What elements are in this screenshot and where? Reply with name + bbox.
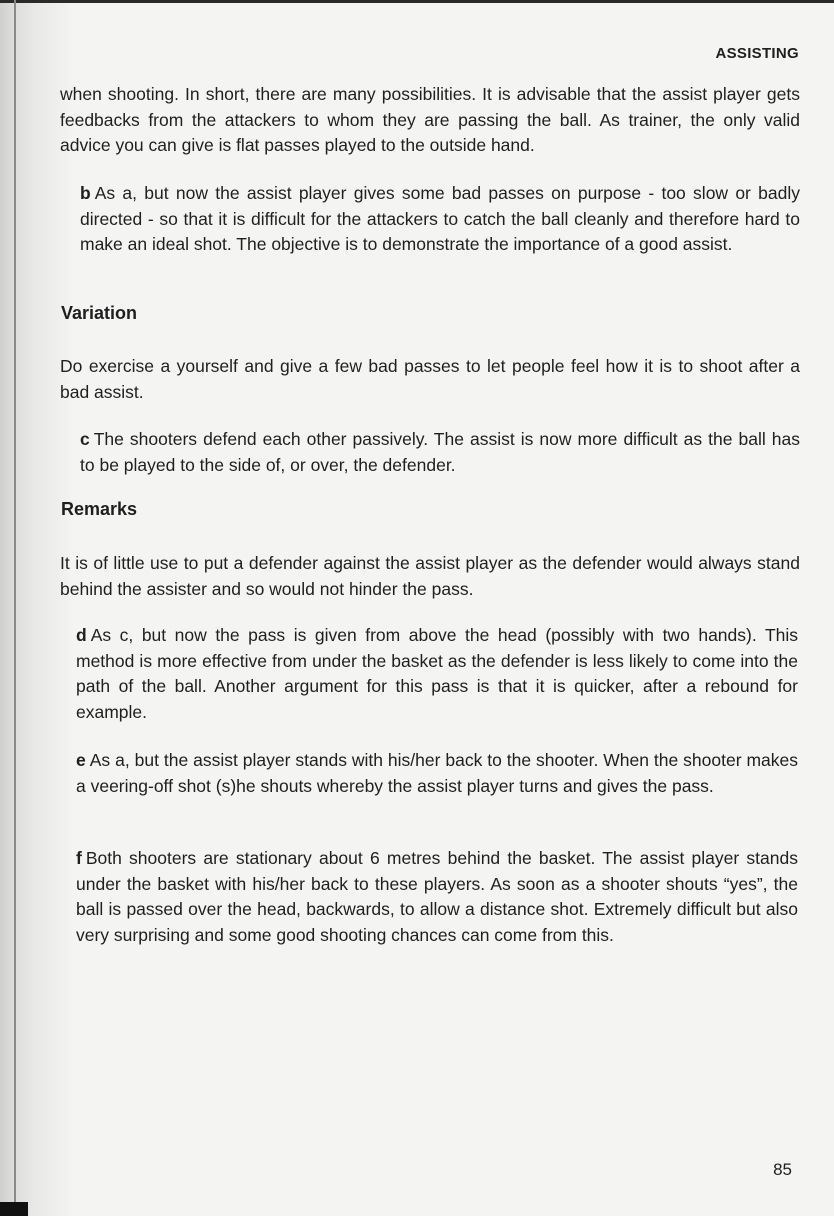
item-d-text: As c, but now the pass is given from above the head (possibly with two hands). This method is more effective from under the basket as the defender is less likely to come into the path of the ball. Another argument for this pass is that it is quicker, after a rebound for example. (76, 625, 798, 722)
variation-heading: Variation (61, 303, 138, 323)
item-f-text: Both shooters are stationary about 6 metres behind the basket. The assist player stands under the basket with his/her back to these players. As soon as a shooter shouts “yes”, the ball is passed over the head, backwards, to allow a distance shot. Extremely difficult but also very surprising and some good shooting chances can come from this. (76, 848, 798, 945)
remarks-paragraph: It is of little use to put a defender against the assist player as the defender would always stand behind the assister and so would not hinder the pass. (60, 553, 800, 599)
item-f-letter: f (76, 848, 82, 868)
item-e-letter: e (76, 750, 86, 770)
page-corner-mark (0, 1202, 28, 1216)
variation-paragraph: Do exercise a yourself and give a few bad passes to let people feel how it is to shoot after a bad assist. (60, 356, 800, 402)
item-e-text: As a, but the assist player stands with his/her back to the shooter. When the shooter makes a veering-off shot (s)he shouts whereby the assist player turns and gives the pass. (76, 750, 798, 796)
item-c-paragraph (80, 427, 800, 478)
item-b-paragraph (80, 181, 800, 258)
running-head: ASSISTING (715, 45, 799, 62)
intro-paragraph: when shooting. In short, there are many possibilities. It is advisable that the assist player gets feedbacks from the attackers to whom they are passing the ball. As trainer, the only valid advice you can give is flat passes played to the outside hand. (60, 84, 800, 155)
page-number: 85 (773, 1160, 792, 1179)
page-top-edge (0, 0, 834, 3)
item-f-paragraph (76, 846, 798, 948)
item-d-letter: d (76, 625, 87, 645)
item-e-paragraph (76, 748, 798, 799)
binding-shadow (0, 0, 70, 1216)
item-b-text: As a, but now the assist player gives some bad passes on purpose - too slow or badly directed - so that it is difficult for the attackers to catch the ball cleanly and therefore hard to make an ideal shot. The objective is to demonstrate the importance of a good assist. (80, 183, 800, 254)
item-c-text: The shooters defend each other passively. The assist is now more difficult as the ball has to be played to the side of, or over, the defender. (80, 429, 800, 475)
item-c-letter: c (80, 429, 90, 449)
item-b-letter: b (80, 183, 91, 203)
item-d-paragraph (76, 623, 798, 725)
remarks-heading: Remarks (61, 499, 138, 519)
page-binding-line (14, 0, 16, 1216)
